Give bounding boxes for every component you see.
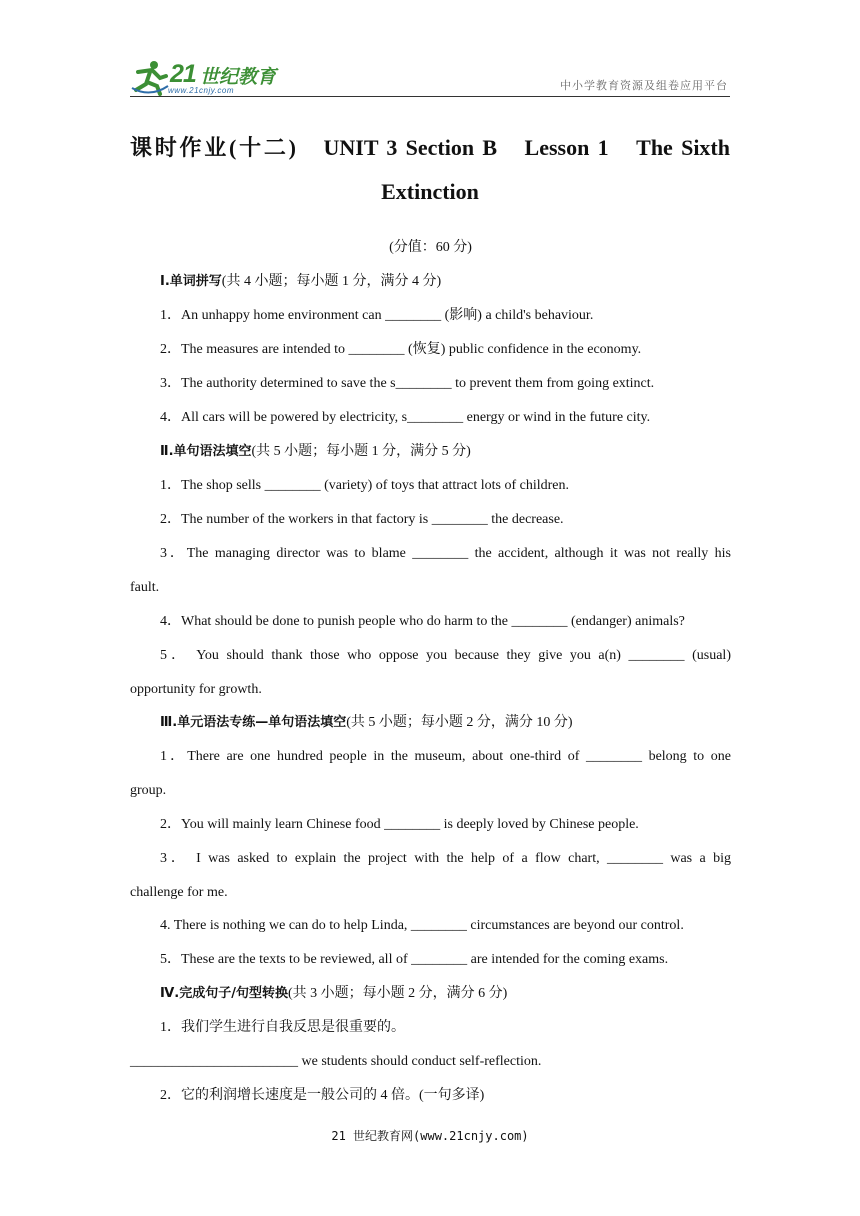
logo-url: www.21cnjy.com: [168, 86, 234, 95]
question-item: 1．There are one hundred people in the museum, about one-third of ________ belong to one: [160, 749, 731, 764]
answer-line: ________________________ we students should conduct self-reflection.: [130, 1054, 542, 1069]
title-line-2: Extinction: [381, 179, 479, 204]
question-item: 3． I was asked to explain the project with the help of a flow chart, ________ was a big: [160, 851, 731, 866]
page-footer: 21 世纪教育网(www.21cnjy.com): [331, 1129, 529, 1143]
question-item: 5． You should thank those who oppose you because they give you a(n) ________ (usual): [160, 648, 731, 663]
question-item-continued: fault.: [130, 580, 160, 595]
logo: [130, 58, 290, 96]
section-3-detail: (共 5 小题；每小题 2 分，满分 10 分): [346, 715, 573, 730]
question-item: 4．What should be done to punish people who do harm to the ________ (endanger) animals?: [160, 614, 685, 629]
section-4-detail: (共 3 小题；每小题 2 分，满分 6 分): [287, 986, 508, 1001]
question-item-continued: opportunity for growth.: [130, 682, 262, 697]
logo-text: 世纪教育: [200, 66, 277, 88]
question-item: 1．The shop sells ________ (variety) of toys that attract lots of children.: [160, 478, 570, 493]
section-3-title: Ⅲ.单元语法专练—单句语法填空: [160, 715, 347, 730]
question-item: 3．The managing director was to blame ________ the accident, although it was not really his: [160, 546, 731, 561]
question-item: 4. There is nothing we can do to help Linda, ________ circumstances are beyond our control.: [160, 918, 684, 933]
title-line-1: 课时作业(十二) UNIT 3 Section B Lesson 1 The Sixth: [130, 135, 730, 160]
question-item: 1．我们学生进行自我反思是很重要的。: [160, 1020, 405, 1035]
logo-number: 21: [170, 60, 196, 88]
question-item: 3．The authority determined to save the s________ to prevent them from going extinct.: [160, 376, 655, 391]
section-2-detail: (共 5 小题；每小题 1 分，满分 5 分): [251, 444, 471, 459]
question-item: 2．The number of the workers in that factory is ________ the decrease.: [160, 512, 564, 527]
section-2-title: Ⅱ.单句语法填空: [160, 444, 252, 459]
question-item-continued: group.: [130, 783, 167, 798]
runner-logo-icon: [130, 58, 170, 96]
page-title: [130, 126, 730, 214]
section-heading-4: [130, 984, 731, 1004]
question-item: 4．All cars will be powered by electricity, s________ energy or wind in the future city.: [160, 410, 651, 425]
question-item: 2．The measures are intended to ________ (恢复) public confidence in the economy.: [160, 342, 642, 357]
section-heading-3: [130, 713, 731, 733]
question-item: 2．You will mainly learn Chinese food ________ is deeply loved by Chinese people.: [160, 817, 639, 832]
section-1-detail: (共 4 小题；每小题 1 分，满分 4 分): [221, 274, 442, 289]
page-header: [130, 56, 730, 97]
question-item: 1．An unhappy home environment can ________ (影响) a child's behaviour.: [160, 308, 594, 323]
header-tagline: 中小学教育资源及组卷应用平台: [560, 79, 728, 92]
section-heading-1: [130, 272, 731, 292]
question-item: 2．它的利润增长速度是一般公司的 4 倍。(一句多译): [160, 1088, 485, 1103]
section-heading-2: [130, 442, 731, 462]
score-note: (分值：60 分): [389, 240, 472, 255]
section-1-title: Ⅰ.单词拼写: [160, 274, 222, 289]
question-item: 5．These are the texts to be reviewed, all of ________ are intended for the coming exams.: [160, 952, 669, 967]
question-item-continued: challenge for me.: [130, 885, 228, 900]
section-4-title: Ⅳ.完成句子/句型转换: [160, 986, 288, 1001]
